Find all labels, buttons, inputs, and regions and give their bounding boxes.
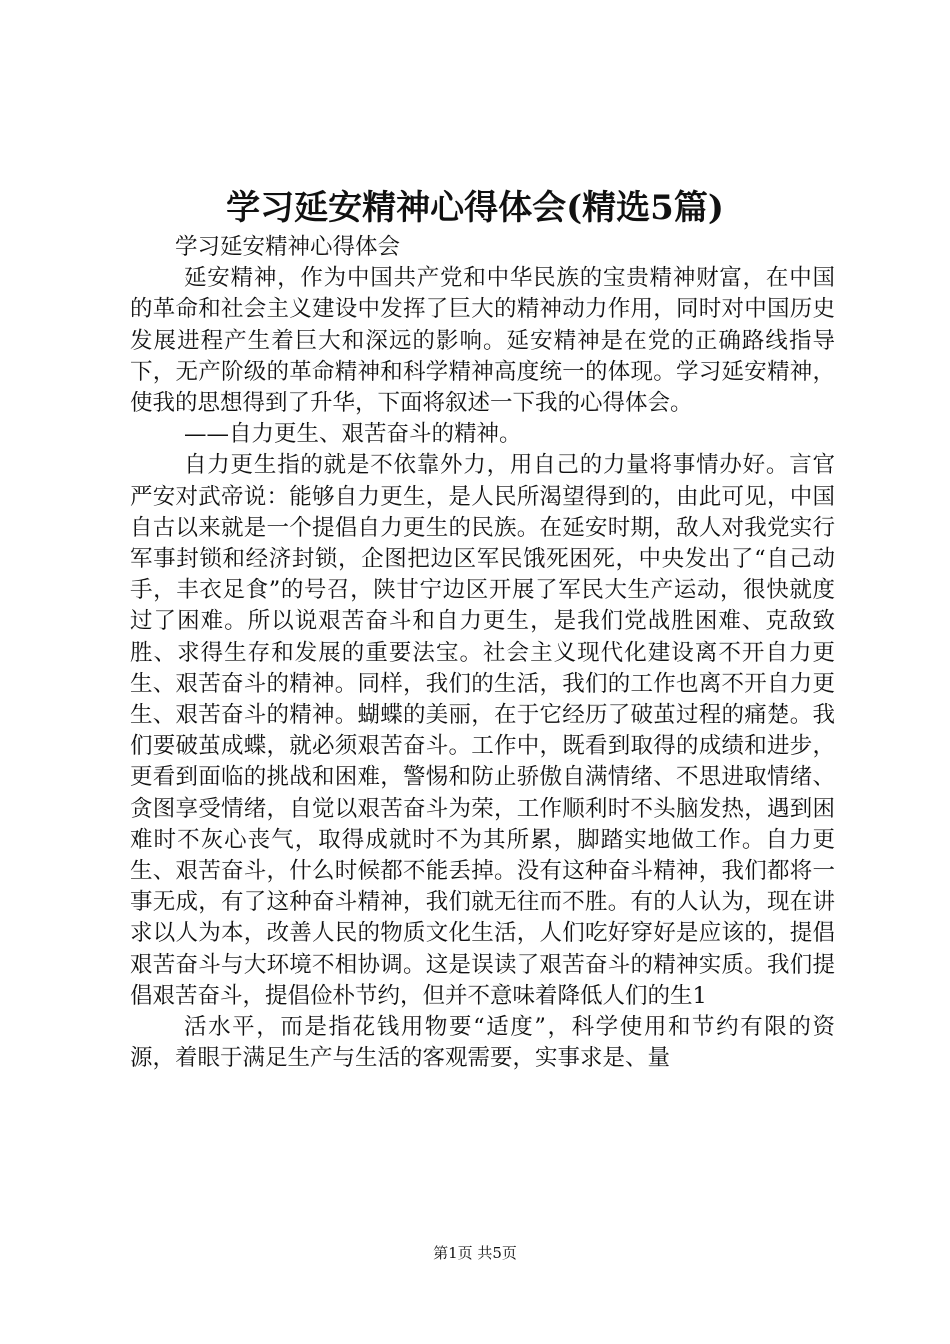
page-footer: 第1页 共5页 [433, 1244, 517, 1262]
subheading: ——自力更生、艰苦奋斗的精神。 [184, 421, 522, 448]
document-body [130, 232, 835, 1074]
section-heading: 学习延安精神心得体会 [175, 234, 401, 260]
body-paragraph-main: 自力更生指的就是不依靠外力，用自己的力量将事情办好。言官严安对武帝说：能够自力更生，是人民所渴望得到的，由此可见，中国自古以来就是一个提倡自力更生的民族。在延安时期，敌人对我党实行军事封锁和经济封锁，企图把边区军民饿死困死，中央发出了“自己动手，丰衣足食”的号召，陕甘宁边区开展了军民大生产运动，很快就度过了困难。所以说艰苦奋斗和自力更生，是我们党战胜困难、克敌致胜、求得生存和发展的重要法宝。社会主义现代化建设离不开自力更生、艰苦奋斗的精神。同样，我们的生活，我们的工作也离不开自力更生、艰苦奋斗的精神。蝴蝶的美丽，在于它经历了破茧过程的痛楚。我们要破茧成蝶，就必须艰苦奋斗。工作中，既看到取得的成绩和进步，更看到面临的挑战和困难，警惕和防止骄傲自满情绪、不思进取情绪、贪图享受情绪，自觉以艰苦奋斗为荣，工作顺利时不头脑发热，遇到困难时不灰心丧气，取得成就时不为其所累，脚踏实地做工作。自力更生、艰苦奋斗，什么时候都不能丢掉。没有这种奋斗精神，我们都将一事无成，有了这种奋斗精神，我们就无往而不胜。有的人认为，现在讲求以人为本，改善人民的物质文化生活，人们吃好穿好是应该的，提倡艰苦奋斗与大环境不相协调。这是误读了艰苦奋斗的精神实质。我们提倡艰苦奋斗，提倡俭朴节约，但并不意味着降低人们的生1 [130, 452, 835, 1009]
document-title: 学习延安精神心得体会(精选5篇) [226, 188, 724, 228]
body-paragraph-continued: 活水平，而是指花钱用物要“适度”，科学使用和节约有限的资源，着眼于满足生产与生活的客观需要，实事求是、量 [130, 1014, 835, 1072]
body-paragraph-intro: 延安精神，作为中国共产党和中华民族的宝贵精神财富，在中国的革命和社会主义建设中发挥了巨大的精神动力作用，同时对中国历史发展进程产生着巨大和深远的影响。延安精神是在党的正确路线指导下，无产阶级的革命精神和科学精神高度统一的体现。学习延安精神，使我的思想得到了升华，下面将叙述一下我的心得体会。 [130, 265, 835, 417]
